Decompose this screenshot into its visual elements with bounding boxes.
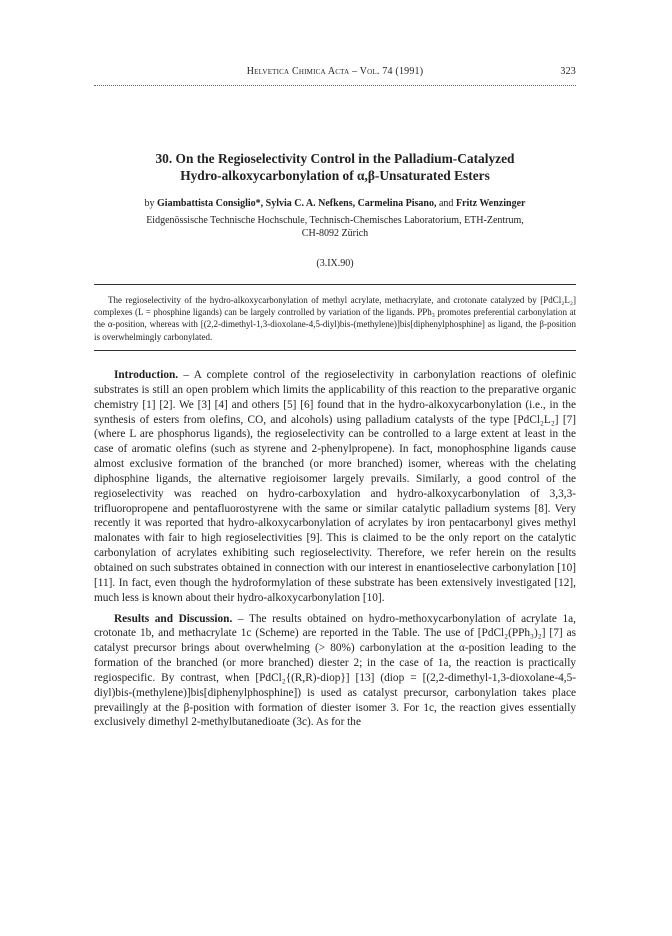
abstract [94,294,576,343]
affiliation [94,214,576,240]
abstract-text: The regioselectivity of the hydro-alkoxycarbonylation of methyl acrylate, methacrylate, and crotonate catalyzed by [PdCl₂L₂] complexes (L = phosphine ligands) can be largely controlled by variation of the ligands. PPh₃ promotes preferential carbonylation at the α-position, whereas with [(2,2-dimethyl-1,3-dioxolane-4,5-diyl)bis-(methylene)]bis[diphenylphosphine] as ligand, the β-position is overwhelmingly carbonylated. [94,295,576,342]
results-heading: Results and Discussion. [114,612,233,625]
author-names: Giambattista Consiglio*, Sylvia C. A. Nefkens, Carmelina Pisano, [157,198,437,209]
received-date: (3.IX.90) [316,258,354,269]
abstract-rule-bottom [94,350,576,351]
article-body [94,368,576,736]
affiliation-line-1: Eidgenössische Technische Hochschule, Technisch-Chemisches Laboratorium, ETH-Zentrum, [146,215,524,226]
introduction-text: – A complete control of the regioselectivity in carbonylation reactions of olefinic substrates is still an open problem which limits the applicability of this reaction to the preparative organic chemistry [1] [2]. We [3] [4] and others [5] [6] found that in the hydro-alkoxycarbonylation (i.e., in the synthesis of esters from olefins, CO, and alcohols) using palladium catalysts of the type [PdCl₂L₂] [7] (where L are phosphorus ligands), the regioselectivity can be controlled to a large extent at least in the case of aromatic olefins (such as styrene and 2-phenylpropene). In fact, monophosphine ligands cause almost exclusive formation of the branched (or more branched) isomer, whereas with the chelating diphosphine ligands, the alternative regioisomer largely prevails. Similarly, a good control of the regioselectivity was reached on hydro-carboxylation and hydro-alkoxycarbonylation of 3,3,3-trifluoropropene and pentafluorostyrene with the same or similar catalytic palladium systems [8]. Very recently it was reported that hydro-alkoxycarbonylation of acrylates by iron pentacarbonyl gives methyl malonates with fair to high regioselectivities [9]. This is claimed to be the only report on the catalytic carbonylation of acrylates exhibiting such regioselectivity. Therefore, we refer herein on the results obtained on such substrates obtained in connection with our interest in enantioselective carbonylation [10] [11]. In fact, even though the hydroformylation of these substrate has been extensively investigated [12], much less is known about their hydro-alkoxycarbonylation [10]. [94,369,576,604]
author-conjunction: and [436,198,456,209]
article-title [94,150,576,184]
journal-citation: Helvetica Chimica Acta – Vol. 74 (1991) [246,66,424,77]
introduction-paragraph [94,368,576,606]
title-line-2: Hydro-alkoxycarbonylation of α,β-Unsaturated Esters [180,168,490,183]
abstract-rule-top [94,284,576,285]
author-last: Fritz Wenzinger [455,198,526,209]
results-text: – The results obtained on hydro-methoxycarbonylation of acrylate 1a, crotonate 1b, and methacrylate 1c (Scheme) are reported in the Table. The use of [PdCl₂(PPh₃)₂] [7] as catalyst precursor brings about overwhelming (> 80%) carbonylation at the α-position leading to the formation of the branched (or more branched) diester 2; in the case of 1a, the reaction is practically regiospecific. By contrast, when [PdCl₂{(R,R)-diop}] [13] (diop = [(2,2-dimethyl-1,3-dioxolane-4,5-diyl)bis-(methylene)]bis[diphenylphosphine]) is used as catalyst precursor, carbonylation takes place prevailingly at the β-position with formation of diester isomer 3. For 1c, the reaction gives essentially exclusively dimethyl 2-methylbutanedioate (3c). As for the [94,612,576,729]
author-prefix: by [144,198,158,209]
header-rule [94,85,576,86]
title-line-1: 30. On the Regioselectivity Control in the Palladium-Catalyzed [155,151,515,166]
affiliation-line-2: CH-8092 Zürich [301,228,369,239]
running-head [94,66,576,82]
introduction-heading: Introduction. [114,369,179,381]
page-number: 323 [560,66,576,77]
results-paragraph [94,612,576,731]
author-line [94,198,576,209]
